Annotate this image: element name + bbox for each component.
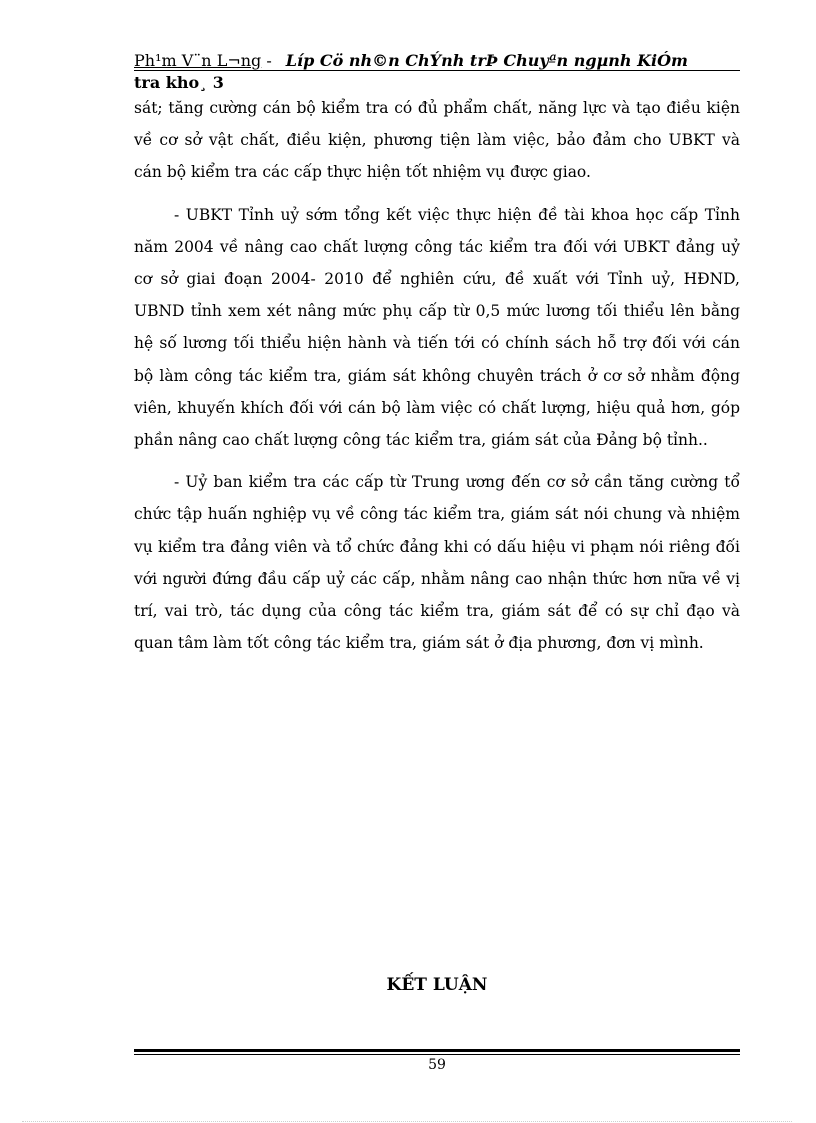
body-text: [134, 92, 740, 669]
header-author: Ph¹m V¨n L¬ng: [134, 51, 262, 70]
header-separator: -: [261, 51, 272, 70]
page-header: [134, 50, 740, 94]
page-number: 59: [428, 1057, 446, 1073]
page-bottom-border: [22, 1121, 792, 1122]
paragraph-training: - Uỷ ban kiểm tra các cấp từ Trung ương đến cơ sở cần tăng cường tổ chức tập huấn nghiệp vụ về công tác kiểm tra, giám sát nói chung và nhiệm vụ kiểm tra đảng viên và tổ chức đảng khi có dấu hiệu vi phạm nói riêng đối với người đứng đầu cấp uỷ các cấp, nhằm nâng cao nhận thức hơn nữa về vị trí, vai trò, tác dụng của công tác kiểm tra, giám sát để có sự chỉ đạo và quan tâm làm tốt công tác kiểm tra, giám sát ở địa phương, đơn vị mình.: [134, 473, 740, 653]
header-title-continuation: tra kho¸ 3: [134, 73, 224, 92]
footer-rule-thin: [134, 1054, 740, 1055]
footer-rule-thick: [134, 1049, 740, 1052]
header-line-1: [134, 50, 740, 72]
paragraph-continuation: sát; tăng cường cán bộ kiểm tra có đủ phẩm chất, năng lực và tạo điều kiện về cơ sở vật chất, điều kiện, phương tiện làm việc, bảo đảm cho UBKT và cán bộ kiểm tra các cấp thực hiện tốt nhiệm vụ được giao.: [134, 99, 740, 182]
header-title: Líp Cö nh©n ChÝnh trÞ Chuyªn ngµnh KiÓm: [285, 51, 688, 70]
paragraph-ubkt-proposal: - UBKT Tỉnh uỷ sớm tổng kết việc thực hiện đề tài khoa học cấp Tỉnh năm 2004 về nâng cao chất lượng công tác kiểm tra đối với UBKT đảng uỷ cơ sở giai đoạn 2004- 2010 để nghiên cứu, đề xuất với Tỉnh uỷ, HĐND, UBND tỉnh xem xét nâng mức phụ cấp từ 0,5 mức lương tối thiểu lên bằng hệ số lương tối thiểu hiện hành và tiến tới có chính sách hỗ trợ đối với cán bộ làm công tác kiểm tra, giám sát không chuyên trách ở cơ sở nhằm động viên, khuyến khích đối với cán bộ làm việc có chất lượng, hiệu quả hơn, góp phần nâng cao chất lượng công tác kiểm tra, giám sát của Đảng bộ tỉnh..: [134, 205, 740, 450]
conclusion-heading: KẾT LUẬN: [386, 975, 488, 995]
header-rule: [134, 70, 740, 71]
